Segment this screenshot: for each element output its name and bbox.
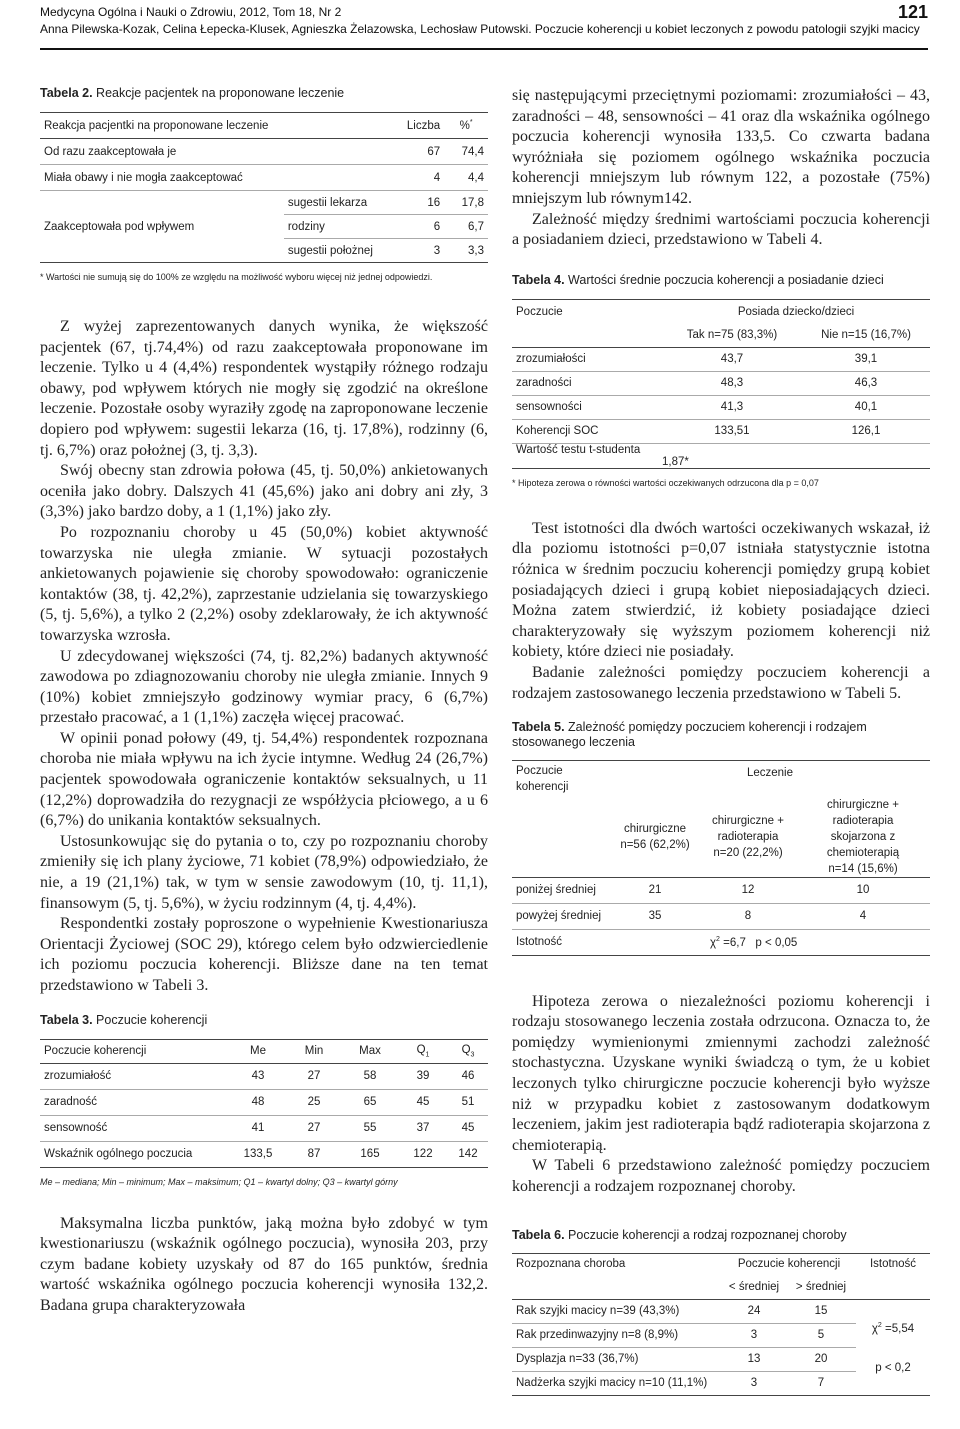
table6-cell-below: 3 [722, 1371, 786, 1395]
table3-header-q1-text: Q [416, 1043, 426, 1056]
paragraph: Swój obecny stan zdrowia połowa (45, tj. 50,0%) ankietowanych oceniła jako dobry. Dalszych 41 (45,6%) jako ani dobry ani zły, 3 (3,3%) jako bardzo doby, a 1 (1,1%) jako zły. [40, 462, 488, 521]
table-row [512, 929, 930, 955]
table5-header-main-1: Poczucie [516, 764, 563, 777]
table6-cell-below: 13 [722, 1347, 786, 1371]
table-row [40, 1141, 488, 1167]
article-authors: Anna Pilewska-Kozak, Celina Łepecka-Klusek, Agnieszka Żelazowska, Lechosław Putowski. Poczucie koherencji u kobiet leczonych z powodu patologii szyjki macicy [40, 22, 920, 36]
table2-row-pct: 74,4 [444, 139, 488, 165]
table2-row-label: Od razu zaakceptowała je [40, 139, 403, 165]
table5-caption [512, 720, 930, 750]
table3-cell-me: 41 [230, 1115, 286, 1141]
table5-header-surgical-radio-a: chirurgiczne + [712, 814, 784, 827]
table5-caption-label: Tabela 5. [512, 720, 565, 735]
table3-header-min: Min [286, 1039, 342, 1063]
table2-header-pct-sup: * [469, 119, 473, 127]
table2-group-row-label: rodziny [284, 215, 403, 239]
table3 [40, 1039, 488, 1168]
table4 [512, 299, 930, 469]
table3-header-max: Max [342, 1039, 398, 1063]
table3-cell-max: 165 [342, 1141, 398, 1167]
table5-sig-value-cell [700, 929, 930, 955]
table2 [40, 112, 488, 263]
table4-cell-no: 40,1 [802, 395, 930, 419]
table2-header-count: Liczba [403, 113, 444, 139]
table2-group-row-label: sugestii położnej [284, 239, 403, 263]
right-column [512, 86, 930, 1396]
table-row [512, 443, 930, 468]
table2-group-row-pct: 17,8 [444, 191, 488, 215]
table6-sig-sup: 2 [877, 1321, 882, 1329]
table3-cell-min: 27 [286, 1115, 342, 1141]
table-row [40, 1063, 488, 1089]
paragraph: Respondentki zostały poproszone o wypełnienie Kwestionariusza Orientacji Życiowej (SOC 29), którego celem było odzwierciedlenie ich poziomu poczucia koherencji. Bliższe dane na ten temat przedstawiono w Tabeli 3. [40, 915, 488, 994]
table2-caption-label: Tabela 2. [40, 86, 93, 100]
table2-note: * Wartości nie sumują się do 100% ze względu na możliwość wyboru więcej niż jednej odpowiedzi. [40, 272, 433, 282]
table3-row-label: zaradność [40, 1089, 230, 1115]
table3-cell-q3: 46 [448, 1063, 488, 1089]
table2-header-pct [444, 113, 488, 139]
table2-group-row-count: 6 [403, 215, 444, 239]
table6-sig-chi: χ [871, 1322, 878, 1335]
table5-header-empty [512, 797, 610, 878]
table5-cell-c: 4 [796, 903, 930, 929]
table3-cell-q1: 37 [398, 1115, 448, 1141]
table3-cell-me: 43 [230, 1063, 286, 1089]
table5-sig-sup: 2 [716, 935, 720, 943]
table6-cell-below: 3 [722, 1323, 786, 1347]
table4-test-row [512, 443, 802, 468]
table2-caption-text: Reakcje pacjentek na proponowane leczenie [92, 86, 345, 100]
page-header [40, 4, 928, 38]
table5-caption-text: Zależność pomiędzy poczuciem koherencji i rodzajem stosowanego leczenia [512, 720, 867, 750]
table-row [512, 395, 930, 419]
page-number: 121 [897, 2, 928, 22]
table6-header-sig: Istotność [856, 1253, 930, 1275]
table6-header-empty-2 [856, 1275, 930, 1299]
table2-group-row-pct: 6,7 [444, 215, 488, 239]
table4-header-main: Poczucie [512, 299, 662, 323]
table6-header-above: > średniej [786, 1275, 856, 1299]
table3-cell-min: 87 [286, 1141, 342, 1167]
table5-header-combined-b: skojarzona z chemioterapią [826, 830, 900, 859]
table5-header-group: Leczenie [610, 761, 930, 797]
table5 [512, 760, 930, 956]
paragraph: Po rozpoznaniu choroby u 45 (50,0%) kobiet aktywność towarzyska nie uległa zmianie. W sytuacji pozostałych ankietowanych pojawienie się choroby spowodowało: ograniczenie kontaktów (38, tj. 42,2%), zaprzestanie udzielania się towarzyskiego (5, tj. 5,6%), a tylko 2 (2,2%) osoby zdeklarowały, że ich aktywność towarzyska wzrosła. [40, 523, 488, 644]
table6-header-below: < średniej [722, 1275, 786, 1299]
table5-sig-label: Istotność [512, 929, 610, 955]
table4-note: * Hipoteza zerowa o równości wartości oczekiwanych odrzucona dla p = 0,07 [512, 477, 819, 488]
paragraph: Z wyżej zaprezentowanych danych wynika, że większość pacjentek (67, tj.74,4%) od razu zaakceptowała proponowane im leczenie. Tylko u 4 (4,4%) respondentek wystąpiły różnego rodzaju obawy, pod wpływem których nie mogły się zgodzić na określone leczenie. Pozostałe osoby wyraziły zgodę na zaproponowane leczenie dopiero pod wpływem: sugestii lekarza (16, tj. 17,8%), rodzinny (6, tj. 6,7%) oraz położnej (3, tj. 3,3). [40, 318, 488, 459]
table3-cell-q1: 39 [398, 1063, 448, 1089]
table5-header-combined-c: n=14 (15,6%) [828, 862, 898, 875]
header-rule [40, 48, 928, 50]
table5-header-surgical [610, 797, 700, 878]
table3-cell-me: 48 [230, 1089, 286, 1115]
table5-header-surgical-radio [700, 797, 796, 878]
table3-row-label: sensowność [40, 1115, 230, 1141]
table4-caption-text: Wartości średnie poczucia koherencji a posiadanie dzieci [564, 272, 884, 287]
table3-caption [40, 1013, 488, 1028]
table2-group-row-count: 16 [403, 191, 444, 215]
paragraph: Hipoteza zerowa o niezależności poziomu koherencji i rodzaju stosowanego leczenia została odrzucona. Oznacza to, że pomiędzy wymienionymi zmiennymi zachodzi zależność stochastyczna. Uzyskane wyniki świadczą o tym, że u kobiet leczonych tylko chirurgiczne poczucie koherencji było wyższe niż w przypadku kobiet z zastosowanym dodatkowym leczeniem, jakim jest radioterapia bądź radioterapia skojarzona z chemioterapią. [512, 992, 930, 1154]
table3-header-me: Me [230, 1039, 286, 1063]
table5-header-main [512, 761, 610, 797]
table6-sig-cell [856, 1299, 930, 1395]
table3-cell-q1: 122 [398, 1141, 448, 1167]
table-row [40, 191, 488, 215]
table4-cell-yes: 43,7 [662, 347, 802, 371]
paragraph: Maksymalna liczba punktów, jaką można było zdobyć w tym kwestionariuszu (wskaźnik ogólnego poczucia), wynosiła 203, przy czym badane kobiety uzyskały od 87 do 165 punktów, średnia wartość wskaźnika ogólnego poczucia koherencji wynosiła 132,2. Badana grupa charakteryzowała [40, 1214, 488, 1314]
table5-sig-empty [610, 929, 700, 955]
table4-row-label: zaradności [512, 371, 662, 395]
table3-cell-max: 65 [342, 1089, 398, 1115]
table6-cell-above: 15 [786, 1299, 856, 1323]
table5-header-surgical-a: chirurgiczne [624, 822, 686, 835]
table6-cell-above: 5 [786, 1323, 856, 1347]
table6-row-label: Dysplazja n=33 (36,7%) [512, 1347, 722, 1371]
table3-header-q3 [448, 1039, 488, 1063]
table5-header-surgical-b: n=56 (62,2%) [620, 838, 690, 851]
table6-header-empty [512, 1275, 722, 1299]
table5-cell-a: 21 [610, 877, 700, 903]
table3-cell-q3: 51 [448, 1089, 488, 1115]
table2-group-row-label: sugestii lekarza [284, 191, 403, 215]
table6-sig-value: =5,54 [881, 1322, 915, 1335]
table4-caption-label: Tabela 4. [512, 272, 565, 287]
table3-caption-label: Tabela 3. [40, 1012, 93, 1027]
table2-group-row-pct: 3,3 [444, 239, 488, 263]
table5-sig-chi: χ [710, 936, 717, 949]
table5-header-combined [796, 797, 930, 878]
table6 [512, 1253, 930, 1396]
table6-caption-label: Tabela 6. [512, 1227, 565, 1242]
paragraph: Test istotności dla dwóch wartości oczekiwanych wskazał, iż dla poziomu istotności p=0,07 istniała statystycznie istotna różnica w średnim poczuciu koherencji pomiędzy grupą kobiet posiadających dzieci i grupą kobiet nieposiadających dzieci. Można zatem stwierdzić, iż kobiety posiadające dzieci charakteryzowały się wyższym poziomem koherencji niż kobiety, które dzieci nie posiadały. [512, 519, 930, 661]
paragraph: U zdecydowanej większości (74, tj. 82,2%) badanych aktywność zawodowa po zdiagnozowaniu choroby nie uległa zmianie. Innych 9 (10%) kobiet zmniejszyło godzinowy wymiar pracy, 6 (6,7%) przestało pracować, a 1 (1,1%) zaczęła więcej pracować. [40, 647, 488, 727]
table4-row-label: Koherencji SOC [512, 419, 662, 443]
left-body-text-1 [40, 317, 488, 997]
table-row [40, 1115, 488, 1141]
paragraph: W opinii ponad połowy (49, tj. 54,4%) respondentek rozpoznana choroba nie miała wpływu na ich życie intymne. Według 24 (26,7%) pacjentek spowodowała ograniczenie kontaktów seksualnych, u 11 (12,2%) doprowadziła do rezygnacji ze współżycia płciowego, a u 6 (6,7%) do unikania kontaktów seksualnych. [40, 729, 488, 830]
table6-header-main: Rozpoznana choroba [512, 1253, 722, 1275]
table-row [512, 1299, 930, 1323]
table4-header-yes: Tak n=75 (83,3%) [662, 323, 802, 347]
table2-header-reaction: Reakcja pacjentki na proponowane leczenie [40, 113, 403, 139]
table5-cell-b: 8 [700, 903, 796, 929]
table-row [512, 877, 930, 903]
table2-row-label: Miała obawy i nie mogła zaakceptować [40, 165, 403, 191]
table5-header-surgical-radio-b: radioterapia [717, 830, 779, 843]
table3-note: Me – mediana; Min – minimum; Max – maksimum; Q1 – kwartyl dolny; Q3 – kwartyl górny [40, 1176, 398, 1187]
table-row [512, 371, 930, 395]
table6-caption [512, 1228, 930, 1243]
table6-row-label: Rak przedinwazyjny n=8 (8,9%) [512, 1323, 722, 1347]
table4-caption [512, 273, 930, 288]
table3-header-q3-text: Q [461, 1043, 471, 1056]
table-row [512, 419, 930, 443]
paragraph: W Tabeli 6 przedstawiono zależność pomiędzy poczuciem koherencji a rodzajem rozpoznanej choroby. [512, 1157, 930, 1195]
table3-caption-text: Poczucie koherencji [92, 1012, 208, 1027]
table4-cell-yes: 48,3 [662, 371, 802, 395]
table3-cell-me: 133,5 [230, 1141, 286, 1167]
table2-row-count: 4 [403, 165, 444, 191]
table4-cell-yes: 133,51 [662, 419, 802, 443]
right-body-text-1 [512, 86, 930, 251]
paragraph: Badanie zależności pomiędzy poczuciem koherencji a rodzajem zastosowanego leczenia przedstawiono w Tabeli 5. [512, 663, 930, 702]
table3-cell-min: 27 [286, 1063, 342, 1089]
table3-cell-max: 58 [342, 1063, 398, 1089]
table6-row-label: Nadżerka szyjki macicy n=10 (11,1%) [512, 1371, 722, 1395]
table6-cell-above: 20 [786, 1347, 856, 1371]
table2-row-count: 67 [403, 139, 444, 165]
table6-sig-p: p < 0,2 [875, 1362, 911, 1375]
table-row [40, 165, 488, 191]
table5-sig-value: =6,7 p < 0,05 [719, 936, 798, 949]
table4-cell-no: 126,1 [802, 419, 930, 443]
table-row [40, 139, 488, 165]
table5-header-combined-a: chirurgiczne + radioterapia [827, 798, 899, 827]
table3-cell-q1: 45 [398, 1089, 448, 1115]
table3-row-label: Wskaźnik ogólnego poczucia [40, 1141, 230, 1167]
table3-header-q1 [398, 1039, 448, 1063]
table5-cell-a: 35 [610, 903, 700, 929]
left-column [40, 86, 488, 1317]
table6-cell-below: 24 [722, 1299, 786, 1323]
table4-test-label: Wartość testu t-studenta [516, 443, 641, 456]
table5-cell-c: 10 [796, 877, 930, 903]
table4-cell-yes: 41,3 [662, 395, 802, 419]
journal-title: Medycyna Ogólna i Nauki o Zdrowiu, 2012, Tom 18, Nr 2 [40, 5, 342, 19]
table2-group-row-count: 3 [403, 239, 444, 263]
table5-row-label: poniżej średniej [512, 877, 610, 903]
table3-cell-q3: 45 [448, 1115, 488, 1141]
table-row [40, 1089, 488, 1115]
table4-cell-no: 46,3 [802, 371, 930, 395]
paragraph: Ustosunkowując się do pytania o to, czy po rozpoznaniu choroby zmieniły się ich plany życiowe, 71 kobiet (78,9%) odpowiedziało, że nie, a 19 (21,1%) tak, w tym w sensie zawodowym (10, tj. 11,1), finansowym (5, tj. 5,6%), w życiu rodzinnym (4, tj. 4,4%). [40, 832, 488, 912]
table5-header-main-2: koherencji [516, 780, 569, 793]
table3-header-main: Poczucie koherencji [40, 1039, 230, 1063]
table5-header-surgical-radio-c: n=20 (22,2%) [713, 846, 783, 859]
table4-header-empty [512, 323, 662, 347]
table2-caption [40, 86, 488, 101]
table6-cell-above: 7 [786, 1371, 856, 1395]
table4-cell-no: 39,1 [802, 347, 930, 371]
table6-caption-text: Poczucie koherencji a rodzaj rozpoznanej choroby [564, 1227, 847, 1242]
table3-header-q1-sub: 1 [425, 1051, 430, 1059]
table4-header-no: Nie n=15 (16,7%) [802, 323, 930, 347]
table3-cell-max: 55 [342, 1115, 398, 1141]
table4-row-label: sensowności [512, 395, 662, 419]
paragraph: się następującymi przeciętnymi poziomami: zrozumiałości – 43, zaradności – 48, sensowności – 41 oraz dla wskaźnika ogólnego poczucia koherencji wynosiła 133,5. Co czwarta badana wyróżniała się poziomem ogólnego wskaźnika poczucia koherencji mniejszym lub równym 122, a pozostałe (75%) mniejszym lub równym142. [512, 87, 930, 207]
table5-row-label: powyżej średniej [512, 903, 610, 929]
table6-row-label: Rak szyjki macicy n=39 (43,3%) [512, 1299, 722, 1323]
table5-cell-b: 12 [700, 877, 796, 903]
table4-test-value: 1,87* [662, 455, 689, 468]
table3-row-label: zrozumiałość [40, 1063, 230, 1089]
right-body-text-2 [512, 519, 930, 704]
left-body-text-2 [40, 1214, 488, 1317]
table4-row-label: zrozumiałości [512, 347, 662, 371]
table3-cell-q3: 142 [448, 1141, 488, 1167]
table2-group-label: Zaakceptowała pod wpływem [40, 191, 284, 263]
table6-header-group: Poczucie koherencji [722, 1253, 856, 1275]
table3-cell-min: 25 [286, 1089, 342, 1115]
table2-row-pct: 4,4 [444, 165, 488, 191]
table3-header-q3-sub: 3 [470, 1051, 475, 1059]
table4-header-group: Posiada dziecko/dzieci [662, 299, 930, 323]
paragraph: Zależność między średnimi wartościami poczucia koherencji a posiadaniem dzieci, przedstawiono w Tabeli 4. [512, 210, 930, 249]
table-row [512, 903, 930, 929]
table4-test-empty [802, 443, 930, 468]
right-body-text-3 [512, 992, 930, 1198]
table-row [512, 347, 930, 371]
table2-header-pct-text: % [459, 119, 470, 132]
